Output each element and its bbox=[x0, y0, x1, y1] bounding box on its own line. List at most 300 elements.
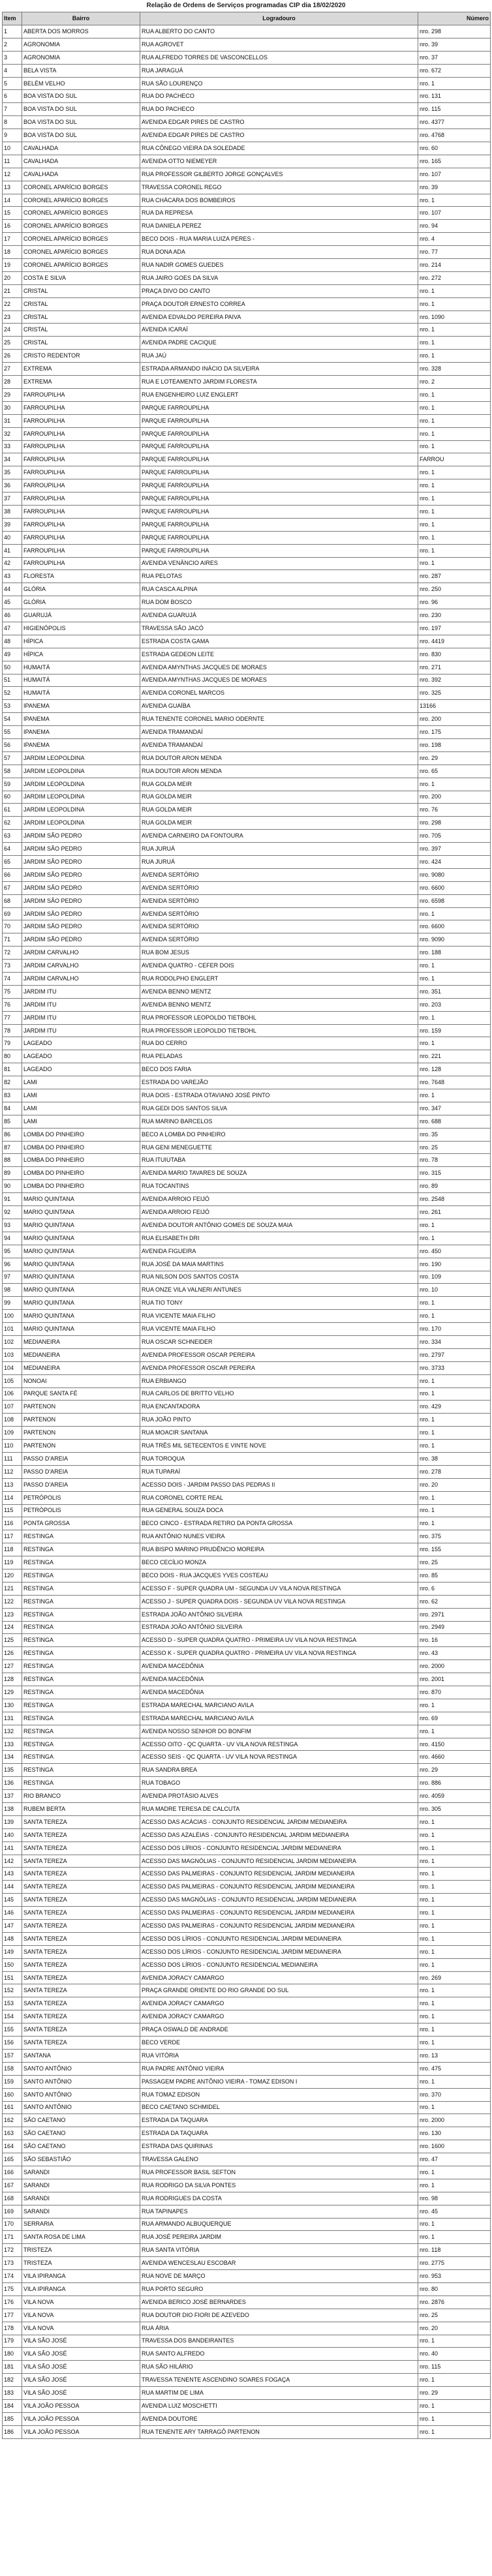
cell-bairro: SANTA TEREZA bbox=[22, 1815, 140, 1828]
table-row bbox=[3, 1971, 491, 1984]
cell-bairro: SANTA ROSA DE LIMA bbox=[22, 2231, 140, 2244]
cell-item: 168 bbox=[3, 2192, 22, 2205]
cell-bairro: VILA SÃO JOSÉ bbox=[22, 2348, 140, 2361]
cell-bairro: VILA IPIRANGA bbox=[22, 2282, 140, 2296]
cell-item: 49 bbox=[3, 648, 22, 661]
table-row bbox=[3, 1699, 491, 1712]
cell-item: 19 bbox=[3, 259, 22, 272]
cell-bairro: RESTINGA bbox=[22, 1712, 140, 1725]
table-row bbox=[3, 1374, 491, 1387]
table-row bbox=[3, 1764, 491, 1777]
cell-bairro: JARDIM ITU bbox=[22, 985, 140, 998]
cell-logradouro: RUA DOUTOR ARON MENDA bbox=[140, 765, 418, 778]
cell-numero: nro. 1600 bbox=[418, 2140, 491, 2153]
cell-item: 152 bbox=[3, 1984, 22, 1997]
cell-bairro: RESTINGA bbox=[22, 1647, 140, 1660]
cell-bairro: TRISTEZA bbox=[22, 2257, 140, 2270]
cell-bairro: LOMBA DO PINHEIRO bbox=[22, 1167, 140, 1180]
cell-item: 171 bbox=[3, 2231, 22, 2244]
cell-logradouro: TRAVESSA DOS BANDEIRANTES bbox=[140, 2335, 418, 2348]
cell-item: 135 bbox=[3, 1764, 22, 1777]
cell-numero: nro. 1 bbox=[418, 1828, 491, 1841]
cell-bairro: BOA VISTA DO SUL bbox=[22, 90, 140, 103]
cell-numero: nro. 1 bbox=[418, 1219, 491, 1232]
table-row bbox=[3, 1050, 491, 1063]
cell-item: 23 bbox=[3, 311, 22, 324]
table-row bbox=[3, 1945, 491, 1958]
table-row bbox=[3, 1595, 491, 1608]
cell-logradouro: AVENIDA ARROIO FEIJÓ bbox=[140, 1193, 418, 1206]
cell-bairro: PASSO D'AREIA bbox=[22, 1465, 140, 1478]
table-row bbox=[3, 635, 491, 648]
table-row bbox=[3, 2153, 491, 2166]
cell-numero: nro. 1 bbox=[418, 778, 491, 791]
cell-numero: nro. 115 bbox=[418, 103, 491, 116]
table-row bbox=[3, 1089, 491, 1102]
cell-logradouro: AVENIDA OTTO NIEMEYER bbox=[140, 155, 418, 168]
table-row bbox=[3, 1128, 491, 1141]
table-row bbox=[3, 1440, 491, 1453]
cell-numero: nro. 4768 bbox=[418, 129, 491, 142]
cell-item: 121 bbox=[3, 1582, 22, 1595]
cell-bairro: RESTINGA bbox=[22, 1582, 140, 1595]
cell-bairro: BOA VISTA DO SUL bbox=[22, 129, 140, 142]
cell-bairro: ABERTA DOS MORROS bbox=[22, 25, 140, 38]
header-bairro: Bairro bbox=[22, 12, 140, 25]
cell-numero: nro. 1 bbox=[418, 544, 491, 557]
cell-logradouro: ESTRADA MARECHAL MARCIANO AVILA bbox=[140, 1699, 418, 1712]
cell-logradouro: PRAÇA OSWALD DE ANDRADE bbox=[140, 2023, 418, 2037]
cell-bairro: HUMAITÁ bbox=[22, 687, 140, 700]
table-row bbox=[3, 804, 491, 817]
cell-bairro: BELA VISTA bbox=[22, 64, 140, 77]
cell-numero: nro. 6598 bbox=[418, 894, 491, 907]
cell-numero: nro. 1 bbox=[418, 337, 491, 350]
table-row bbox=[3, 518, 491, 531]
cell-item: 184 bbox=[3, 2399, 22, 2412]
cell-item: 68 bbox=[3, 894, 22, 907]
cell-numero: nro. 1 bbox=[418, 1907, 491, 1920]
cell-bairro: TRISTEZA bbox=[22, 2244, 140, 2257]
table-row bbox=[3, 1725, 491, 1738]
table-row bbox=[3, 687, 491, 700]
table-row bbox=[3, 440, 491, 453]
cell-bairro: SANTA TEREZA bbox=[22, 2010, 140, 2023]
cell-logradouro: TRAVESSA CORONEL REGO bbox=[140, 181, 418, 194]
table-row bbox=[3, 661, 491, 674]
table-row bbox=[3, 142, 491, 155]
cell-numero: nro. 62 bbox=[418, 1595, 491, 1608]
cell-item: 67 bbox=[3, 881, 22, 894]
cell-numero: nro. 1 bbox=[418, 194, 491, 207]
table-row bbox=[3, 2062, 491, 2075]
table-row bbox=[3, 1907, 491, 1920]
cell-logradouro: RUA SANDRA BREA bbox=[140, 1764, 418, 1777]
table-row bbox=[3, 207, 491, 220]
table-row bbox=[3, 2348, 491, 2361]
cell-numero: nro. 60 bbox=[418, 142, 491, 155]
table-row bbox=[3, 2192, 491, 2205]
cell-item: 14 bbox=[3, 194, 22, 207]
cell-logradouro: RUA GOLDA MEIR bbox=[140, 791, 418, 804]
cell-bairro: FARROUPILHA bbox=[22, 427, 140, 440]
table-row bbox=[3, 1037, 491, 1050]
cell-logradouro: RUA TOMAZ EDISON bbox=[140, 2088, 418, 2101]
cell-item: 88 bbox=[3, 1154, 22, 1167]
cell-numero: nro. 200 bbox=[418, 713, 491, 726]
cell-logradouro: AVENIDA MACEDÔNIA bbox=[140, 1660, 418, 1673]
cell-logradouro: RUA TENENTE CORONEL MARIO ODERNTE bbox=[140, 713, 418, 726]
table-row bbox=[3, 2322, 491, 2335]
cell-numero: nro. 370 bbox=[418, 2088, 491, 2101]
cell-numero: nro. 35 bbox=[418, 1128, 491, 1141]
cell-item: 173 bbox=[3, 2257, 22, 2270]
cell-item: 139 bbox=[3, 1815, 22, 1828]
cell-bairro: MARIO QUINTANA bbox=[22, 1232, 140, 1245]
table-row bbox=[3, 1258, 491, 1271]
table-row bbox=[3, 414, 491, 427]
cell-numero: nro. 118 bbox=[418, 2244, 491, 2257]
cell-item: 99 bbox=[3, 1297, 22, 1310]
cell-bairro: PARQUE SANTA FÉ bbox=[22, 1387, 140, 1401]
cell-item: 59 bbox=[3, 778, 22, 791]
cell-numero: nro. 9090 bbox=[418, 933, 491, 947]
cell-numero: nro. 429 bbox=[418, 1401, 491, 1414]
cell-item: 134 bbox=[3, 1751, 22, 1764]
cell-bairro: SANTA TEREZA bbox=[22, 1841, 140, 1855]
page-title: Relação de Ordens de Serviços programadas CIP dia 18/02/2020 bbox=[146, 2, 346, 9]
table-row bbox=[3, 1530, 491, 1543]
cell-numero: nro. 830 bbox=[418, 648, 491, 661]
table-row bbox=[3, 960, 491, 973]
table-row bbox=[3, 2387, 491, 2400]
cell-bairro: MEDIANEIRA bbox=[22, 1335, 140, 1348]
cell-numero: nro. 96 bbox=[418, 596, 491, 609]
cell-logradouro: ACESSO DAS MAGNÓLIAS - CONJUNTO RESIDENCIAL JARDIM MEDIANEIRA bbox=[140, 1855, 418, 1868]
cell-numero: nro. 230 bbox=[418, 609, 491, 622]
table-row bbox=[3, 1815, 491, 1828]
cell-logradouro: PARQUE FARROUPILHA bbox=[140, 531, 418, 544]
cell-item: 108 bbox=[3, 1414, 22, 1427]
cell-logradouro: TRAVESSA SÃO JACÓ bbox=[140, 622, 418, 635]
cell-item: 53 bbox=[3, 700, 22, 713]
cell-logradouro: BECO DOS FARIA bbox=[140, 1063, 418, 1076]
cell-item: 130 bbox=[3, 1699, 22, 1712]
table-row bbox=[3, 1141, 491, 1154]
table-row bbox=[3, 700, 491, 713]
cell-numero: nro. 1 bbox=[418, 1297, 491, 1310]
cell-numero: nro. 4377 bbox=[418, 116, 491, 129]
cell-item: 151 bbox=[3, 1971, 22, 1984]
cell-item: 43 bbox=[3, 570, 22, 583]
cell-item: 172 bbox=[3, 2244, 22, 2257]
cell-item: 55 bbox=[3, 726, 22, 739]
cell-numero: nro. 7648 bbox=[418, 1076, 491, 1089]
cell-logradouro: RUA PADRE ANTÔNIO VIEIRA bbox=[140, 2062, 418, 2075]
cell-logradouro: AVENIDA VENÂNCIO AIRES bbox=[140, 557, 418, 570]
cell-logradouro: ACESSO DAS ACÁCIAS - CONJUNTO RESIDENCIAL JARDIM MEDIANEIRA bbox=[140, 1815, 418, 1828]
cell-bairro: MEDIANEIRA bbox=[22, 1348, 140, 1361]
cell-logradouro: RUA CASCA ALPINA bbox=[140, 583, 418, 596]
table-row bbox=[3, 1686, 491, 1699]
cell-item: 125 bbox=[3, 1634, 22, 1647]
cell-logradouro: AVENIDA FIGUEIRA bbox=[140, 1245, 418, 1258]
table-row bbox=[3, 1517, 491, 1530]
cell-item: 50 bbox=[3, 661, 22, 674]
table-row bbox=[3, 583, 491, 596]
cell-numero: nro. 278 bbox=[418, 1465, 491, 1478]
cell-item: 94 bbox=[3, 1232, 22, 1245]
cell-numero: nro. 170 bbox=[418, 1323, 491, 1336]
table-row bbox=[3, 466, 491, 479]
cell-item: 96 bbox=[3, 1258, 22, 1271]
cell-logradouro: PARQUE FARROUPILHA bbox=[140, 466, 418, 479]
cell-logradouro: AVENIDA JORACY CAMARGO bbox=[140, 2010, 418, 2023]
cell-bairro: JARDIM SÃO PEDRO bbox=[22, 907, 140, 920]
table-row bbox=[3, 1997, 491, 2010]
cell-bairro: JARDIM LEOPOLDINA bbox=[22, 778, 140, 791]
cell-numero: nro. 40 bbox=[418, 2348, 491, 2361]
table-row bbox=[3, 479, 491, 492]
cell-numero: nro. 2797 bbox=[418, 1348, 491, 1361]
cell-numero: nro. 20 bbox=[418, 2322, 491, 2335]
cell-bairro: SANTA TEREZA bbox=[22, 1971, 140, 1984]
cell-bairro: LAGEADO bbox=[22, 1063, 140, 1076]
cell-logradouro: AVENIDA PROFESSOR OSCAR PEREIRA bbox=[140, 1348, 418, 1361]
cell-bairro: SANTA TEREZA bbox=[22, 1907, 140, 1920]
table-row bbox=[3, 1361, 491, 1374]
cell-logradouro: RUA TUPARAÍ bbox=[140, 1465, 418, 1478]
cell-logradouro: RUA TAPINAPES bbox=[140, 2205, 418, 2218]
cell-item: 78 bbox=[3, 1024, 22, 1037]
cell-logradouro: ESTRADA DA TAQUARA bbox=[140, 2127, 418, 2140]
cell-logradouro: ACESSO DAS PALMEIRAS - CONJUNTO RESIDENCIAL JARDIM MEDIANEIRA bbox=[140, 1907, 418, 1920]
table-row bbox=[3, 90, 491, 103]
cell-bairro: JARDIM LEOPOLDINA bbox=[22, 791, 140, 804]
table-row bbox=[3, 1245, 491, 1258]
cell-logradouro: RUA VICENTE MAIA FILHO bbox=[140, 1310, 418, 1323]
cell-logradouro: PARQUE FARROUPILHA bbox=[140, 440, 418, 453]
cell-item: 97 bbox=[3, 1271, 22, 1284]
cell-item: 6 bbox=[3, 90, 22, 103]
cell-logradouro: RUA GOLDA MEIR bbox=[140, 817, 418, 830]
cell-numero: nro. 78 bbox=[418, 1154, 491, 1167]
cell-bairro: LOMBA DO PINHEIRO bbox=[22, 1180, 140, 1193]
cell-item: 100 bbox=[3, 1310, 22, 1323]
table-row bbox=[3, 856, 491, 869]
cell-bairro: SANTA TEREZA bbox=[22, 1945, 140, 1958]
cell-numero: nro. 688 bbox=[418, 1115, 491, 1128]
cell-item: 91 bbox=[3, 1193, 22, 1206]
cell-numero: nro. 9080 bbox=[418, 868, 491, 881]
cell-item: 15 bbox=[3, 207, 22, 220]
cell-logradouro: ESTRADA JOÃO ANTÔNIO SILVEIRA bbox=[140, 1608, 418, 1621]
cell-bairro: IPANEMA bbox=[22, 713, 140, 726]
cell-numero: nro. 287 bbox=[418, 570, 491, 583]
cell-logradouro: RUA E LOTEAMENTO JARDIM FLORESTA bbox=[140, 376, 418, 389]
cell-bairro: SANTA TEREZA bbox=[22, 1984, 140, 1997]
cell-item: 154 bbox=[3, 2010, 22, 2023]
cell-bairro: RESTINGA bbox=[22, 1777, 140, 1790]
cell-bairro: FARROUPILHA bbox=[22, 453, 140, 466]
table-row bbox=[3, 38, 491, 51]
table-row bbox=[3, 25, 491, 38]
cell-bairro: PASSO D'AREIA bbox=[22, 1452, 140, 1465]
table-row bbox=[3, 1738, 491, 1751]
table-row bbox=[3, 1582, 491, 1595]
cell-item: 144 bbox=[3, 1881, 22, 1894]
cell-logradouro: ACESSO DOS LÍRIOS - CONJUNTO RESIDENCIAL JARDIM MEDIANEIRA bbox=[140, 1932, 418, 1945]
table-row bbox=[3, 1556, 491, 1569]
cell-bairro: SANTO ANTÔNIO bbox=[22, 2062, 140, 2075]
table-row bbox=[3, 220, 491, 233]
cell-logradouro: ACESSO DAS PALMEIRAS - CONJUNTO RESIDENCIAL JARDIM MEDIANEIRA bbox=[140, 1920, 418, 1933]
table-row bbox=[3, 1024, 491, 1037]
cell-logradouro: ACESSO D - SUPER QUADRA QUATRO - PRIMEIRA UV VILA NOVA RESTINGA bbox=[140, 1634, 418, 1647]
cell-bairro: PARTENON bbox=[22, 1440, 140, 1453]
cell-item: 185 bbox=[3, 2412, 22, 2425]
cell-logradouro: ESTRADA MARECHAL MARCIANO AVILA bbox=[140, 1712, 418, 1725]
cell-numero: nro. 175 bbox=[418, 726, 491, 739]
cell-item: 4 bbox=[3, 64, 22, 77]
cell-bairro: MARIO QUINTANA bbox=[22, 1323, 140, 1336]
cell-numero: nro. 13 bbox=[418, 2049, 491, 2062]
cell-item: 175 bbox=[3, 2282, 22, 2296]
cell-item: 115 bbox=[3, 1504, 22, 1517]
cell-numero: nro. 159 bbox=[418, 1024, 491, 1037]
table-row bbox=[3, 271, 491, 284]
table-row bbox=[3, 609, 491, 622]
cell-item: 57 bbox=[3, 751, 22, 765]
cell-logradouro: PARQUE FARROUPILHA bbox=[140, 401, 418, 414]
table-row bbox=[3, 1465, 491, 1478]
cell-item: 183 bbox=[3, 2387, 22, 2400]
cell-bairro: SANTA TEREZA bbox=[22, 1868, 140, 1881]
table-row bbox=[3, 778, 491, 791]
cell-bairro: PETRÓPOLIS bbox=[22, 1504, 140, 1517]
cell-item: 174 bbox=[3, 2270, 22, 2283]
cell-logradouro: ACESSO DOS LÍRIOS - CONJUNTO RESIDENCIAL MEDIANEIRA bbox=[140, 1958, 418, 1971]
cell-bairro: JARDIM LEOPOLDINA bbox=[22, 751, 140, 765]
cell-logradouro: RUA ERBIANGO bbox=[140, 1374, 418, 1387]
cell-logradouro: RUA ÁRIA bbox=[140, 2322, 418, 2335]
cell-numero: nro. 115 bbox=[418, 2361, 491, 2374]
table-row bbox=[3, 297, 491, 311]
cell-item: 73 bbox=[3, 960, 22, 973]
table-row bbox=[3, 1920, 491, 1933]
cell-logradouro: BECO DOIS - RUA JACQUES YVES COSTEAU bbox=[140, 1569, 418, 1582]
cell-numero: nro. 2971 bbox=[418, 1608, 491, 1621]
cell-item: 106 bbox=[3, 1387, 22, 1401]
cell-logradouro: AVENIDA ARROIO FEIJÓ bbox=[140, 1206, 418, 1219]
table-row bbox=[3, 2140, 491, 2153]
cell-logradouro: RUA GENERAL SOUZA DOCA bbox=[140, 1504, 418, 1517]
cell-item: 153 bbox=[3, 1997, 22, 2010]
cell-logradouro: AVENIDA EDVALDO PEREIRA PAIVA bbox=[140, 311, 418, 324]
cell-bairro: FARROUPILHA bbox=[22, 505, 140, 518]
cell-logradouro: AVENIDA GUAÍBA bbox=[140, 700, 418, 713]
cell-item: 79 bbox=[3, 1037, 22, 1050]
cell-numero: nro. 1 bbox=[418, 1374, 491, 1387]
cell-bairro: SANTA TEREZA bbox=[22, 1997, 140, 2010]
table-row bbox=[3, 246, 491, 259]
table-row bbox=[3, 2037, 491, 2050]
table-row bbox=[3, 2166, 491, 2179]
cell-bairro: SARANDI bbox=[22, 2205, 140, 2218]
cell-item: 95 bbox=[3, 1245, 22, 1258]
cell-bairro: JARDIM ITU bbox=[22, 1011, 140, 1024]
table-row bbox=[3, 1777, 491, 1790]
cell-numero: nro. 886 bbox=[418, 1777, 491, 1790]
cell-logradouro: RUA TIO TONY bbox=[140, 1297, 418, 1310]
cell-logradouro: PRAÇA GRANDE ORIENTE DO RIO GRANDE DO SUL bbox=[140, 1984, 418, 1997]
cell-logradouro: RUA RODRIGO DA SILVA PONTES bbox=[140, 2179, 418, 2192]
cell-item: 48 bbox=[3, 635, 22, 648]
table-row bbox=[3, 1271, 491, 1284]
table-row bbox=[3, 350, 491, 363]
cell-logradouro: AVENIDA NOSSO SENHOR DO BONFIM bbox=[140, 1725, 418, 1738]
cell-bairro: FARROUPILHA bbox=[22, 440, 140, 453]
cell-logradouro: ACESSO DAS PALMEIRAS - CONJUNTO RESIDENCIAL JARDIM MEDIANEIRA bbox=[140, 1868, 418, 1881]
table-row bbox=[3, 2075, 491, 2088]
table-row bbox=[3, 2010, 491, 2023]
cell-numero: nro. 1 bbox=[418, 1037, 491, 1050]
cell-numero: nro. 165 bbox=[418, 155, 491, 168]
cell-logradouro: RUA PROFESSOR LEOPOLDO TIETBOHL bbox=[140, 1011, 418, 1024]
cell-numero: nro. 20 bbox=[418, 1478, 491, 1491]
cell-logradouro: RUA SÃO HILÁRIO bbox=[140, 2361, 418, 2374]
table-row bbox=[3, 505, 491, 518]
cell-bairro: MARIO QUINTANA bbox=[22, 1245, 140, 1258]
table-row bbox=[3, 51, 491, 64]
table-row bbox=[3, 751, 491, 765]
cell-bairro: SANTA TEREZA bbox=[22, 1828, 140, 1841]
table-row bbox=[3, 1414, 491, 1427]
cell-item: 31 bbox=[3, 414, 22, 427]
cell-numero: nro. 347 bbox=[418, 1102, 491, 1115]
cell-item: 3 bbox=[3, 51, 22, 64]
cell-logradouro: ESTRADA GEDEON LEITE bbox=[140, 648, 418, 661]
cell-bairro: LAMI bbox=[22, 1115, 140, 1128]
cell-bairro: RESTINGA bbox=[22, 1738, 140, 1751]
cell-numero: nro. 1 bbox=[418, 1440, 491, 1453]
cell-logradouro: RUA SANTA VITÓRIA bbox=[140, 2244, 418, 2257]
table-row bbox=[3, 311, 491, 324]
cell-logradouro: RUA NILSON DOS SANTOS COSTA bbox=[140, 1271, 418, 1284]
table-row bbox=[3, 1167, 491, 1180]
cell-logradouro: AVENIDA BENNO MENTZ bbox=[140, 985, 418, 998]
cell-logradouro: AVENIDA SERTÓRIO bbox=[140, 933, 418, 947]
cell-item: 69 bbox=[3, 907, 22, 920]
cell-numero: nro. 250 bbox=[418, 583, 491, 596]
cell-item: 74 bbox=[3, 973, 22, 986]
cell-numero: nro. 98 bbox=[418, 2192, 491, 2205]
table-row bbox=[3, 570, 491, 583]
cell-item: 90 bbox=[3, 1180, 22, 1193]
cell-item: 179 bbox=[3, 2335, 22, 2348]
cell-numero: nro. 198 bbox=[418, 738, 491, 751]
cell-item: 158 bbox=[3, 2062, 22, 2075]
cell-logradouro: ACESSO OITO - QC QUARTA - UV VILA NOVA RESTINGA bbox=[140, 1738, 418, 1751]
cell-item: 75 bbox=[3, 985, 22, 998]
cell-logradouro: RUA ALBERTO DO CANTO bbox=[140, 25, 418, 38]
cell-logradouro: AVENIDA TRAMANDAÍ bbox=[140, 726, 418, 739]
cell-bairro: RIO BRANCO bbox=[22, 1790, 140, 1803]
table-row bbox=[3, 2412, 491, 2425]
cell-numero: nro. 1 bbox=[418, 1997, 491, 2010]
cell-item: 105 bbox=[3, 1374, 22, 1387]
cell-bairro: JARDIM SÃO PEDRO bbox=[22, 933, 140, 947]
